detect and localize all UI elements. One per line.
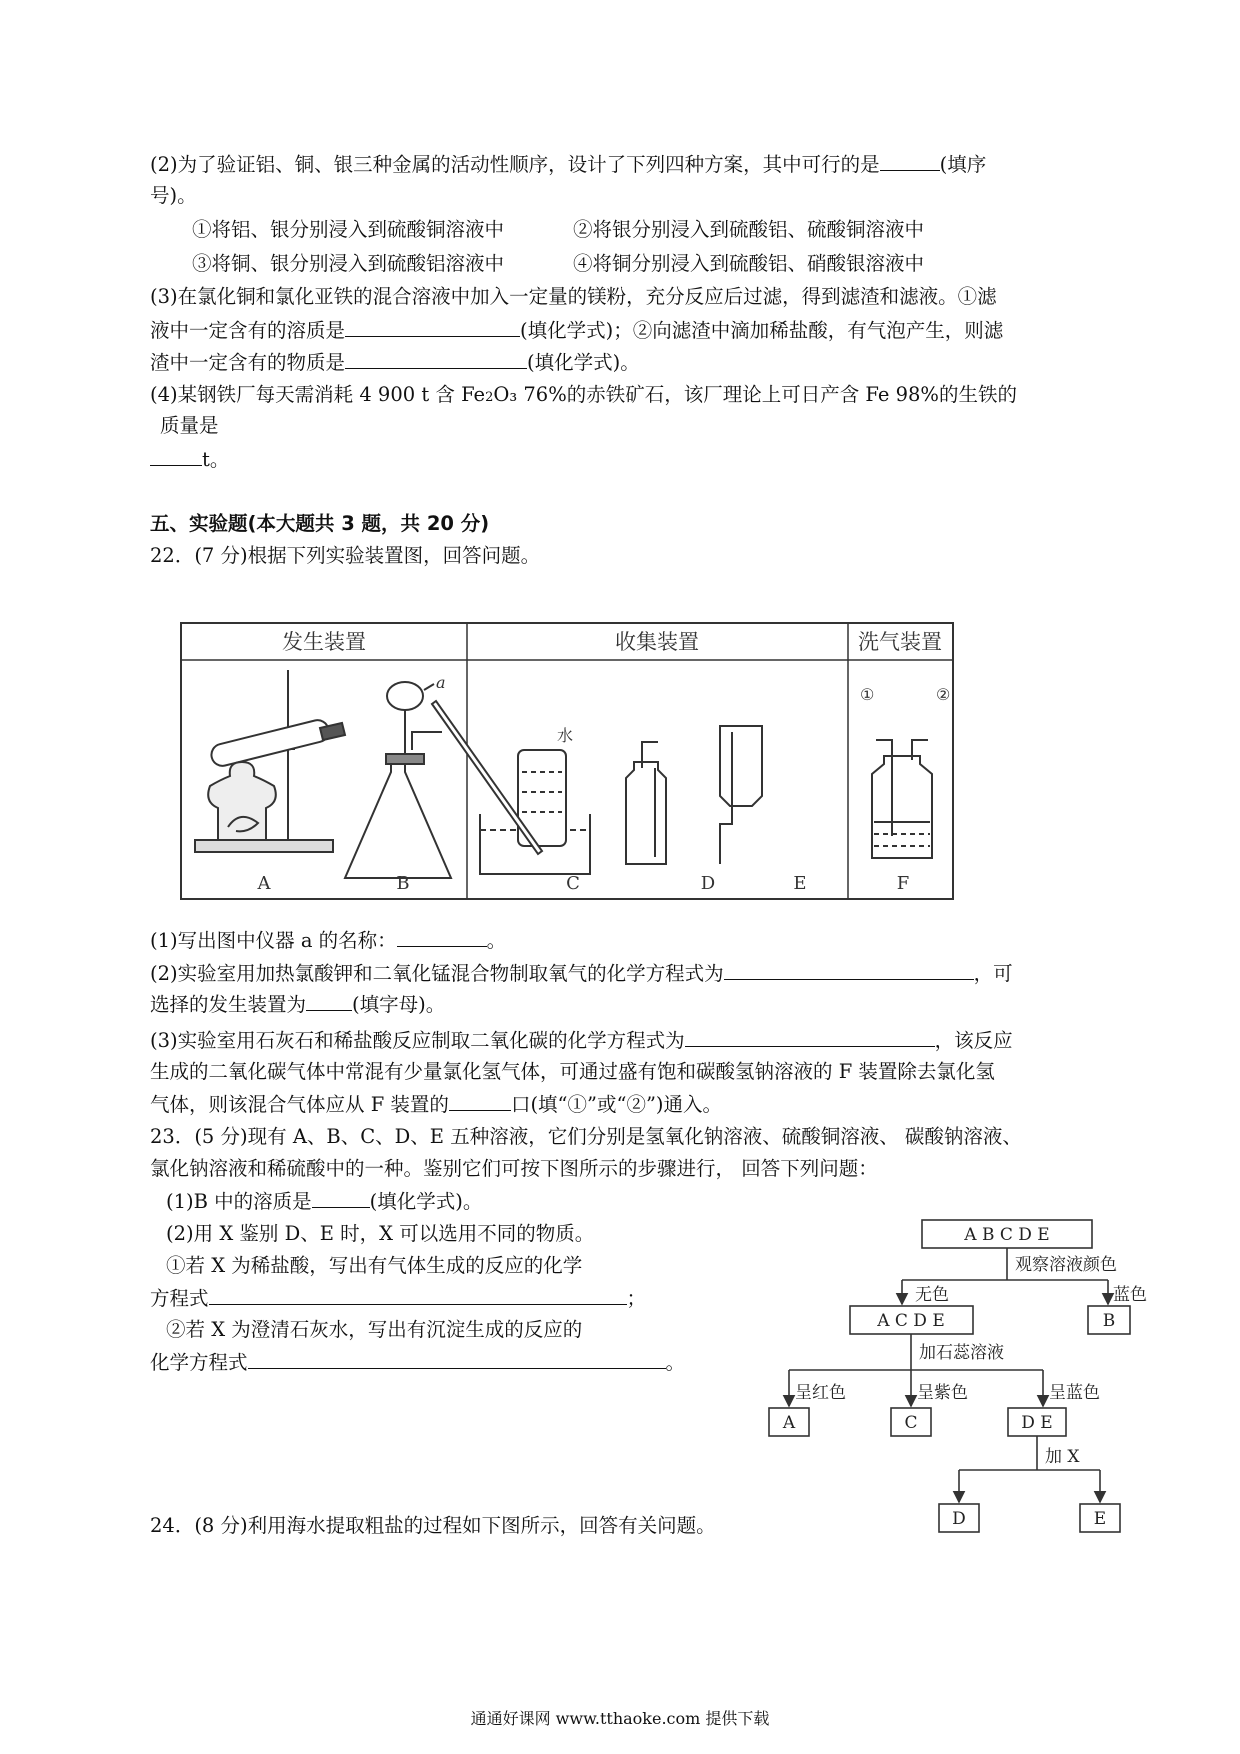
label-port-1: ① [860, 685, 875, 704]
q21-3-line3: 渣中一定含有的物质是 (填化学式)。 [150, 348, 640, 377]
letter-c: C [566, 873, 580, 894]
answer-blank[interactable] [397, 926, 487, 947]
flow-red: 呈红色 [795, 1383, 846, 1403]
flow-colorless: 无色 [915, 1285, 949, 1305]
flow-blue-2: 呈蓝色 [1049, 1383, 1100, 1403]
flow-text-acde: A C D E [877, 1311, 945, 1331]
option-4: ④将铜分别浸入到硫酸铝、硝酸银溶液中 [573, 252, 925, 275]
flow-text-de: D E [1021, 1413, 1053, 1433]
apparatus-d [626, 742, 666, 864]
flow-blue: 蓝色 [1113, 1285, 1147, 1305]
label-water: 水 [557, 726, 574, 745]
q23-2-b-line1: ②若 X 为澄清石灰水，写出有沉淀生成的反应的 [166, 1318, 583, 1341]
apparatus-b [345, 682, 451, 878]
flow-text-d: D [952, 1509, 966, 1529]
q23-stem-line2: 氯化钠溶液和稀硫酸中的一种。鉴别它们可按下图所示的步骤进行， 回答下列问题： [150, 1157, 878, 1180]
q24-stem: 24．(8 分)利用海水提取粗盐的过程如下图所示，回答有关问题。 [150, 1514, 716, 1537]
q22-3-line1: (3)实验室用石灰石和稀盐酸反应制取二氧化碳的化学方程式为 ，该反应 [150, 1026, 1013, 1055]
q22-3-line3: 气体，则该混合气体应从 F 装置的 口(填“①”或“②”)通入。 [150, 1090, 722, 1119]
q22-stem: 22．(7 分)根据下列实验装置图，回答问题。 [150, 544, 541, 567]
flow-text-e: E [1093, 1509, 1107, 1529]
apparatus-a [195, 670, 345, 852]
q23-1: (1)B 中的溶质是 (填化学式)。 [166, 1187, 482, 1216]
apparatus-figure [180, 622, 954, 900]
q23-2-a-line2: 方程式 ； [150, 1284, 646, 1313]
answer-blank[interactable] [345, 348, 527, 369]
q22-2-line1: (2)实验室用加热氯酸钾和二氧化锰混合物制取氧气的化学方程式为 ，可 [150, 959, 1013, 988]
flow-step-observe: 观察溶液颜色 [1015, 1255, 1117, 1275]
option-1: ①将铝、银分别浸入到硫酸铜溶液中 [192, 218, 505, 241]
answer-blank[interactable] [685, 1026, 935, 1047]
q22-2-line2: 选择的发生装置为 (填字母)。 [150, 990, 445, 1019]
q23-2-a-line1: ①若 X 为稀盐酸，写出有气体生成的反应的化学 [166, 1254, 583, 1277]
answer-blank[interactable] [248, 1348, 666, 1369]
label-a: a [436, 673, 446, 692]
option-2: ②将银分别浸入到硫酸铝、硫酸铜溶液中 [573, 218, 925, 241]
q21-4-line3: t。 [150, 445, 229, 474]
label-port-2: ② [936, 685, 951, 704]
q22-1: (1)写出图中仪器 a 的名称： 。 [150, 926, 506, 955]
flow-text-c: C [904, 1413, 918, 1433]
answer-blank[interactable] [312, 1187, 370, 1208]
apparatus-f [872, 740, 932, 858]
answer-blank[interactable] [449, 1090, 511, 1111]
header-collection: 收集装置 [615, 630, 699, 654]
answer-blank[interactable] [345, 316, 520, 337]
flow-step-add-x: 加 X [1045, 1447, 1080, 1467]
q21-3-line2: 液中一定含有的溶质是 (填化学式)；②向滤渣中滴加稀盐酸，有气泡产生，则滤 [150, 316, 1003, 345]
q21-2-line2: 号)。 [150, 184, 197, 207]
q21-4-line2: 质量是 [160, 414, 219, 437]
letter-a: A [257, 873, 271, 894]
letter-d: D [700, 873, 716, 894]
letter-b: B [396, 873, 410, 894]
apparatus-e [720, 726, 762, 864]
letter-e: E [793, 873, 807, 894]
q23-2-b-line2: 化学方程式 。 [150, 1348, 685, 1377]
q23-2: (2)用 X 鉴别 D、E 时，X 可以选用不同的物质。 [166, 1222, 595, 1245]
q21-3-line1: (3)在氯化铜和氯化亚铁的混合溶液中加入一定量的镁粉，充分反应后过滤，得到滤渣和滤液。①滤 [150, 285, 997, 308]
q23-stem-line1: 23．(5 分)现有 A、B、C、D、E 五种溶液，它们分别是氢氧化钠溶液、硫酸铜溶液、 碳酸钠溶液、 [150, 1125, 1022, 1148]
q22-3-line2: 生成的二氧化碳气体中常混有少量氯化氢气体，可通过盛有饱和碳酸氢钠溶液的 F 装置除去氯化氢 [150, 1060, 995, 1083]
q21-2-line1: (2)为了验证铝、铜、银三种金属的活动性顺序，设计了下列四种方案，其中可行的是 (填序 [150, 150, 986, 179]
q21-4-line1: (4)某钢铁厂每天需消耗 4 900 t 含 Fe2O₃ 76%的赤铁矿石，该厂理论上可日产含 Fe 98%的生铁的 [150, 383, 1017, 406]
answer-blank[interactable] [306, 990, 352, 1011]
identification-flowchart [765, 1218, 1165, 1538]
letter-f: F [896, 873, 910, 894]
answer-blank[interactable] [724, 959, 974, 980]
answer-blank[interactable] [209, 1284, 627, 1305]
answer-blank[interactable] [880, 150, 940, 171]
q21-2-text: (2)为了验证铝、铜、银三种金属的活动性顺序，设计了下列四种方案，其中可行的是 [150, 153, 880, 176]
option-3: ③将铜、银分别浸入到硫酸铝溶液中 [192, 252, 505, 275]
flow-step-litmus: 加石蕊溶液 [919, 1343, 1004, 1363]
flow-text-abcde: A B C D E [964, 1225, 1050, 1245]
flow-text-b: B [1102, 1311, 1116, 1331]
page-footer: 通通好课网 www.tthaoke.com 提供下载 [470, 1709, 770, 1728]
flow-purple: 呈紫色 [917, 1383, 968, 1403]
flow-text-a: A [782, 1413, 796, 1433]
header-washing: 洗气装置 [858, 630, 942, 654]
answer-blank[interactable] [150, 445, 202, 466]
section-heading: 五、实验题(本大题共 3 题，共 20 分) [150, 512, 490, 535]
header-generation: 发生装置 [282, 630, 366, 654]
